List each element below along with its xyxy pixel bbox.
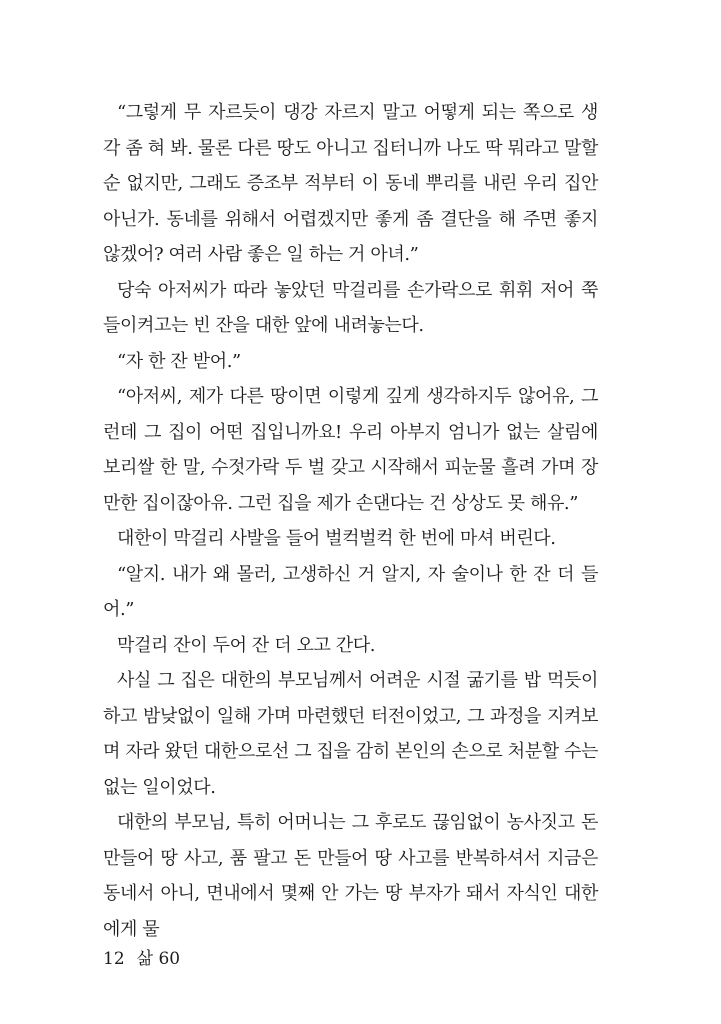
paragraph: 대한의 부모님, 특히 어머니는 그 후로도 끊임없이 농사짓고 돈 만들어 땅 사고, 품 팔고 돈 만들어 땅 사고를 반복하셔서 지금은 동네서 아니, 면내에서 몇째 안 가는 땅 부자가 돼서 자식인 대한에게 물 — [103, 812, 598, 940]
paragraph: 사실 그 집은 대한의 부모님께서 어려운 시절 굶기를 밥 먹듯이 하고 밤낮없이 일해 가며 마련했던 터전이었고, 그 과정을 지켜보며 자라 왔던 대한으로선 그 집을 감히 본인의 손으로 처분할 수는 없는 일이었다. — [103, 670, 598, 798]
running-title: 삶 60 — [136, 949, 181, 969]
body-text — [103, 95, 598, 947]
paragraph: 대한이 막걸리 사발을 들어 벌컥벌컥 한 번에 마셔 버린다. — [117, 528, 556, 549]
paragraph: “아저씨, 제가 다른 땅이면 이렇게 깊게 생각하지두 않어유, 그런데 그 집이 어떤 집입니까요! 우리 아부지 엄니가 없는 살림에 보리쌀 한 말, 수젓가락 두 벌 갖고 시작해서 피눈물 흘려 가며 장만한 집이잖아유. 그런 집을 제가 손댄다는 건 상상도 못 해유.” — [103, 386, 598, 514]
page-footer — [103, 944, 180, 969]
page-number: 12 — [103, 949, 125, 969]
paragraph: “그렇게 무 자르듯이 댕강 자르지 말고 어떻게 되는 쪽으로 생각 좀 혀 봐. 물론 다른 땅도 아니고 집터니까 나도 딱 뭐라고 말할 순 없지만, 그래도 증조부 적부터 이 동네 뿌리를 내린 우리 집안 아닌가. 동네를 위해서 어렵겠지만 좋게 좀 결단을 해 주면 좋지 않겠어? 여러 사람 좋은 일 하는 거 아녀.” — [103, 102, 598, 265]
paragraph: 막걸리 잔이 두어 잔 더 오고 간다. — [117, 634, 376, 656]
paragraph: “자 한 잔 받어.” — [117, 350, 241, 372]
paragraph: “알지. 내가 왜 몰러, 고생하신 거 알지, 자 술이나 한 잔 더 들어.” — [103, 563, 598, 620]
paragraph: 당숙 아저씨가 따라 놓았던 막걸리를 손가락으로 휘휘 저어 쭉 들이켜고는 빈 잔을 대한 앞에 내려놓는다. — [103, 279, 598, 336]
